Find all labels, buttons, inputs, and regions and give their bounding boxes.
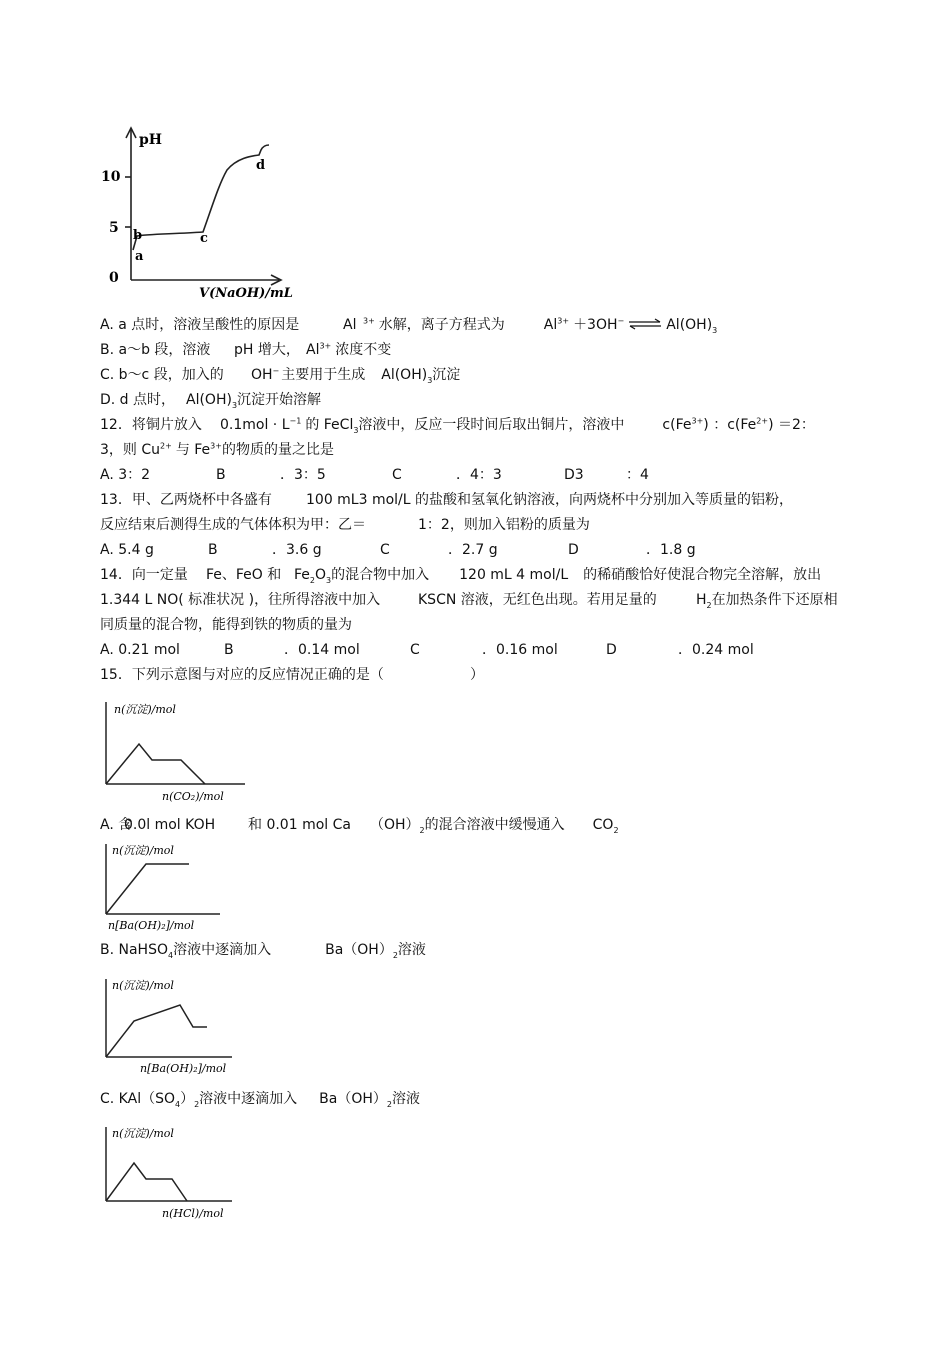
option-d-value: ．1.8 g [646,542,696,558]
superscript: 3+ [210,441,222,451]
text: Al(OH) [381,367,428,383]
text: KSCN 溶液，无红色出现。若用足量的 [418,592,657,608]
option-b-value: ．0.14 mol [284,642,360,658]
subscript: 2 [613,825,619,835]
text: C. KAl（SO [100,1091,175,1107]
superscript: 3+ [319,341,332,351]
superscript: 3+ [363,316,375,326]
text: 水解，离子方程式为 [378,317,505,333]
text: Al [543,317,558,333]
text: D. d 点时， [100,392,176,408]
option-d-letter: D [568,542,579,558]
superscript: −1 [289,416,302,426]
q14-stem-line1 [100,566,821,584]
text: 溶液中逐滴加入 [173,942,272,958]
text: （OH） [370,817,420,833]
text: ) ＝2： [768,417,815,433]
option-b-letter: B [224,642,234,658]
y-label: n(沉淀)/mol [114,703,176,716]
subscript: 2 [194,1099,200,1109]
option-a: A. 0.21 mol [100,642,180,658]
q15-stem [100,666,484,684]
ph-axis-label: pH [139,132,163,148]
text: Fe、FeO 和 [206,567,282,583]
text: CO [592,817,614,833]
option-a: A. 3：2 [100,467,151,483]
option-d-letter: D [606,642,617,658]
subscript: 2 [309,575,315,585]
point-b-label: b [133,228,143,243]
q12-stem-line2 [100,441,334,459]
text: 溶液中，反应一段时间后取出铜片，溶液中 [358,417,625,433]
text: 溶液中逐滴加入 [199,1091,298,1107]
q14-stem-line3: 同质量的混合物，能得到铁的物质的量为 [100,617,352,633]
text: c(Fe [662,417,692,433]
q13-options [100,541,696,559]
option-b-letter: B [216,467,226,483]
x-label: n[Ba(OH)₂]/mol [108,919,195,932]
option-c-letter: C [392,467,402,483]
text: ） [470,667,484,683]
text: pH 增大， [234,342,300,358]
curve [106,744,205,784]
y-label: n(沉淀)/mol [112,1127,174,1140]
text: 0.1mol · L [220,417,290,433]
curve [106,1163,187,1201]
tick-label-10: 10 [101,169,121,185]
q15-graph-b [100,840,250,936]
text: 沉淀 [432,367,461,383]
x-label: n[Ba(OH)₂]/mol [140,1062,227,1075]
text: A. a 点时，溶液呈酸性的原因是 [100,317,300,333]
q11-option-b [100,341,391,359]
subscript: 4 [174,1099,181,1109]
text: Fe [294,567,310,583]
subscript: 3 [353,425,359,435]
text: A. 含 [100,817,133,833]
q15-graph-c [100,975,250,1079]
option-b-value: ．3：5 [280,467,326,483]
superscript: 3+ [691,416,704,426]
q13-stem-line2 [100,516,590,534]
text: B. NaHSO [100,942,168,958]
option-d-value: ．0.24 mol [678,642,754,658]
q11-option-a [100,316,717,334]
option-c-value: ．4：3 [456,467,502,483]
point-d-label: d [256,158,266,173]
q11-option-c [100,366,460,384]
text: 14．向一定量 [100,567,188,583]
q15-graph-a [100,698,250,808]
text: 12．将铜片放入 [100,417,202,433]
ph-titration-graph [95,122,295,302]
text: 3，则 Cu [100,442,161,458]
subscript: 2 [392,950,398,960]
volume-axis-label: V(NaOH)/mL [199,286,293,301]
text: C. b～c 段，加入的 [100,367,224,383]
q14-stem-line2 [100,591,838,609]
text: 主要用于生成 [281,367,366,383]
tick-label-5: 5 [109,220,119,236]
text: ) ：c(Fe [703,417,757,433]
q15-option-b [100,941,426,959]
option-c-letter: C [380,542,390,558]
y-label: n(沉淀)/mol [112,844,174,857]
subscript: 3 [326,575,332,585]
tick-label-0: 0 [109,270,119,286]
text: 与 Fe [175,442,211,458]
text: 反应结束后测得生成的气体体积为甲：乙＝ [100,517,366,533]
text: 120 mL 4 mol/L [459,567,569,583]
x-label: n(CO₂)/mol [162,790,224,803]
text: 1：2，则加入铝粉的质量为 [418,517,590,533]
text: Ba（OH） [325,942,393,958]
text: 溶液 [392,1091,420,1107]
text: Al(OH) [666,317,713,333]
text: OH [251,367,273,383]
option-d-value: ：4 [626,467,649,483]
text: H [696,592,707,608]
option-c-value: ．0.16 mol [482,642,558,658]
text: ＋3OH [573,317,618,333]
subscript: 2 [419,825,425,835]
subscript: 4 [168,950,174,960]
text: 浓度不变 [335,342,392,358]
x-label: n(HCl)/mol [162,1207,224,1220]
text: Al(OH) [186,392,232,408]
curve [106,1005,207,1057]
option-c-value: ．2.7 g [448,542,498,558]
q15-option-a [100,816,619,834]
option-b-value: ．3.6 g [272,542,322,558]
q15-option-c [100,1090,420,1108]
text: B. a～b 段，溶液 [100,342,211,358]
curve [106,864,189,914]
text: 的混合溶液中缓慢通入 [424,817,565,833]
equilibrium-arrow-icon [627,318,663,330]
text: 的物质的量之比是 [221,442,334,458]
superscript: − [272,366,280,376]
superscript: − [617,316,625,326]
text: Al [343,317,357,333]
option-d-letter: D3 [564,467,584,483]
text: Ba（OH） [319,1091,387,1107]
subscript: 2 [706,600,712,610]
superscript: 3+ [557,316,570,326]
text: 13．甲、乙两烧杯中各盛有 [100,492,272,508]
superscript: 2+ [756,416,769,426]
q14-options [100,641,754,659]
text: ） [180,1091,195,1107]
text: 的混合物中加入 [331,567,430,583]
text: 的稀硝酸恰好使混合物完全溶解，放出 [583,567,822,583]
text: 0.0l mol KOH [124,817,216,833]
y-label: n(沉淀)/mol [112,979,174,992]
point-c-label: c [200,231,208,246]
option-b-letter: B [208,542,218,558]
q12-stem-line1 [100,416,815,434]
q12-options [100,466,649,484]
subscript: 3 [231,400,238,410]
text: O [315,567,327,583]
text: 在加热条件下还原相 [711,592,838,608]
text: 15．下列示意图与对应的反应情况正确的是（ [100,667,384,683]
q11-option-d [100,391,321,409]
option-a: A. 5.4 g [100,542,154,558]
superscript: 2+ [160,441,172,451]
point-a-label: a [135,249,144,264]
subscript: 2 [386,1099,392,1109]
text: 和 0.01 mol Ca [248,817,351,833]
text: 1.344 L NO( 标准状况 )，往所得溶液中加入 [100,592,381,608]
subscript: 3 [712,325,718,335]
text: 的 FeCl [305,417,354,433]
q13-stem-line1 [100,491,793,509]
text: 溶液 [397,942,426,958]
text: 100 mL3 mol/L 的盐酸和氢氧化钠溶液，向两烧杯中分别加入等质量的铝粉， [306,492,794,508]
text: 沉淀开始溶解 [237,392,322,408]
q15-graph-d [100,1123,250,1225]
text: Al [306,342,320,358]
subscript: 3 [427,375,433,385]
option-c-letter: C [410,642,420,658]
